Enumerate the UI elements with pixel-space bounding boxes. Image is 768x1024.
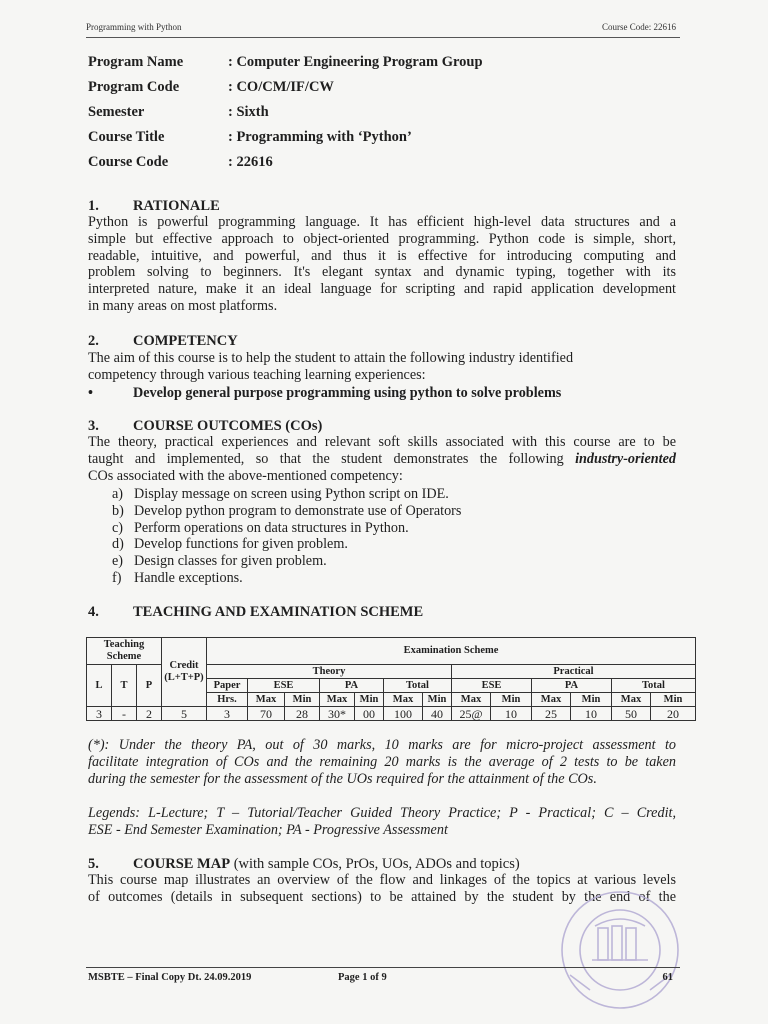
text-line: ESE - End Semester Examination; PA - Progressive Assessment [88,821,448,838]
max-header: Max [384,693,423,707]
list-text: Design classes for given problem. [134,553,327,570]
section-title: TEACHING AND EXAMINATION SCHEME [133,604,424,620]
theory-pa-header: PA [320,679,384,693]
teaching-scheme-header: Teaching Scheme [87,638,162,665]
paper-header: Paper [207,679,248,693]
section-title: COMPETENCY [133,333,238,349]
practical-ese-header: ESE [452,679,532,693]
table-cell: 100 [384,707,423,721]
table-cell: 25 [532,707,571,721]
list-letter: b) [112,502,124,519]
info-value: : Programming with ‘Python’ [228,129,412,145]
table-cell: 20 [651,707,696,721]
page-number: Page 1 of 9 [338,972,387,983]
max-header: Max [320,693,355,707]
info-key: Program Code [88,79,180,95]
table-cell: 30* [320,707,355,721]
text-line: Python is powerful programming language. It has efficient high-level data structures and a [88,214,676,230]
list-text: Handle exceptions. [134,569,243,586]
text-line: in many areas on most platforms. [88,297,278,314]
section-number: 3. [88,418,99,434]
list-letter: d) [112,536,124,553]
table-cell: 10 [571,707,612,721]
table-cell: 3 [207,707,248,721]
text-line: The aim of this course is to help the student to attain the following industry identified [88,350,574,366]
max-header: Max [532,693,571,707]
text-line: COs associated with the above-mentioned competency: [88,467,403,484]
min-header: Min [355,693,384,707]
table-cell: 70 [248,707,285,721]
text-line: (*): Under the theory PA, out of 30 marks, 10 marks are for micro-project assessment to [88,737,676,753]
list-text: Perform operations on data structures in Python. [134,519,409,536]
course-map-title-suffix: (with sample COs, PrOs, UOs, ADOs and topics) [230,856,520,872]
info-key: Semester [88,104,145,120]
outcomes-paragraph [88,434,676,484]
list-letter: c) [112,519,124,536]
course-info-block [88,54,688,179]
practical-pa-header: PA [532,679,612,693]
exam-scheme-header: Examination Scheme [207,638,696,665]
info-key: Course Title [88,129,165,145]
info-row-course-title [88,129,688,154]
text-line: competency through various teaching learning experiences: [88,366,426,383]
info-key: Program Name [88,54,184,70]
hrs-header: Hrs. [207,693,248,707]
list-text: Develop python program to demonstrate use of Operators [134,502,462,519]
footer-left: MSBTE – Final Copy Dt. 24.09.2019 [88,972,252,983]
section-title: COURSE OUTCOMES (COs) [133,418,323,434]
max-header: Max [612,693,651,707]
list-letter: f) [112,569,122,586]
text-line: Legends: L-Lecture; T – Tutorial/Teacher Guided Theory Practice; P - Practical; C – Credit, [88,805,676,821]
header-course-name: Programming with Python [86,22,182,32]
text-line: during the semester for the assessment of the UOs required for the attainment of the COs. [88,770,597,787]
info-row-program-name [88,54,688,79]
footer-right: 61 [662,972,673,983]
max-header: Max [248,693,285,707]
text-line: The theory, practical experiences and relevant soft skills associated with this course are to be [88,434,676,450]
competency-paragraph [88,350,676,384]
col-t: T [112,665,137,707]
table-cell: 3 [87,707,112,721]
text-line: simple but effective approach to object-oriented programming. Python code is simple, short, [88,230,676,247]
min-header: Min [491,693,532,707]
section-number: 1. [88,198,99,214]
list-text: Display message on screen using Python script on IDE. [134,486,449,502]
table-cell: 10 [491,707,532,721]
footer-rule [86,967,680,968]
info-value: : CO/CM/IF/CW [228,79,334,95]
header-course-code: Course Code: 22616 [602,22,676,32]
practical-total-header: Total [612,679,696,693]
teaching-examination-scheme-table [86,637,696,721]
text-line [88,451,676,468]
text-line: interpreted nature, make it an ideal language for scripting and rapid application development [88,281,676,298]
page-footer [88,972,673,986]
info-row-semester [88,104,688,129]
max-header: Max [452,693,491,707]
text-line: of outcomes (details in subsequent sections) to be attained by the student by the end of the [88,888,676,905]
col-l: L [87,665,112,707]
section-title: RATIONALE [133,198,220,214]
info-key: Course Code [88,154,169,170]
theory-ese-header: ESE [248,679,320,693]
institution-seal-stamp [540,890,690,1010]
info-value: : 22616 [228,154,273,170]
course-map-title: COURSE MAP [133,856,231,872]
section-title [133,856,520,873]
table-cell: - [112,707,137,721]
text-line: This course map illustrates an overview of the flow and linkages of the topics at various levels [88,872,676,888]
credit-header: Credit (L+T+P) [162,638,207,707]
theory-total-header: Total [384,679,452,693]
table-cell: 5 [162,707,207,721]
info-value: : Sixth [228,104,269,120]
table-row [87,707,696,721]
theory-header: Theory [207,665,452,679]
text-line: problem solving to beginners. It's elegant syntax and dynamic typing, together with its [88,264,676,281]
text-line: facilitate integration of COs and the remaining 20 marks is the average of 2 tests to be taken [88,753,676,770]
min-header: Min [423,693,452,707]
table-cell: 40 [423,707,452,721]
section-number: 2. [88,333,99,349]
info-value: : Computer Engineering Program Group [228,54,483,70]
practical-header: Practical [452,665,696,679]
info-row-course-code [88,154,688,179]
list-letter: a) [112,486,124,502]
legend-note [88,805,676,839]
emphasis-text: industry-oriented [575,450,676,467]
text-run: taught and implemented, so that the student demonstrates the following [88,450,576,467]
min-header: Min [571,693,612,707]
bullet-text: Develop general purpose programming using python to solve problems [133,385,562,401]
section-number: 4. [88,604,99,620]
table-cell: 00 [355,707,384,721]
table-cell: 50 [612,707,651,721]
header-rule [86,37,680,38]
rationale-paragraph [88,214,676,315]
list-letter: e) [112,553,124,570]
col-p: P [137,665,162,707]
min-header: Min [651,693,696,707]
info-row-program-code [88,79,688,104]
list-text: Develop functions for given problem. [134,536,348,553]
running-header [86,22,676,36]
table-cell: 28 [285,707,320,721]
text-line: readable, intuitive, and powerful, and thus it is effective for introducing computing and [88,247,676,264]
table-cell: 25@ [452,707,491,721]
theory-pa-note [88,737,676,787]
table-cell: 2 [137,707,162,721]
section-number: 5. [88,856,99,872]
bullet-symbol: • [88,385,93,401]
min-header: Min [285,693,320,707]
